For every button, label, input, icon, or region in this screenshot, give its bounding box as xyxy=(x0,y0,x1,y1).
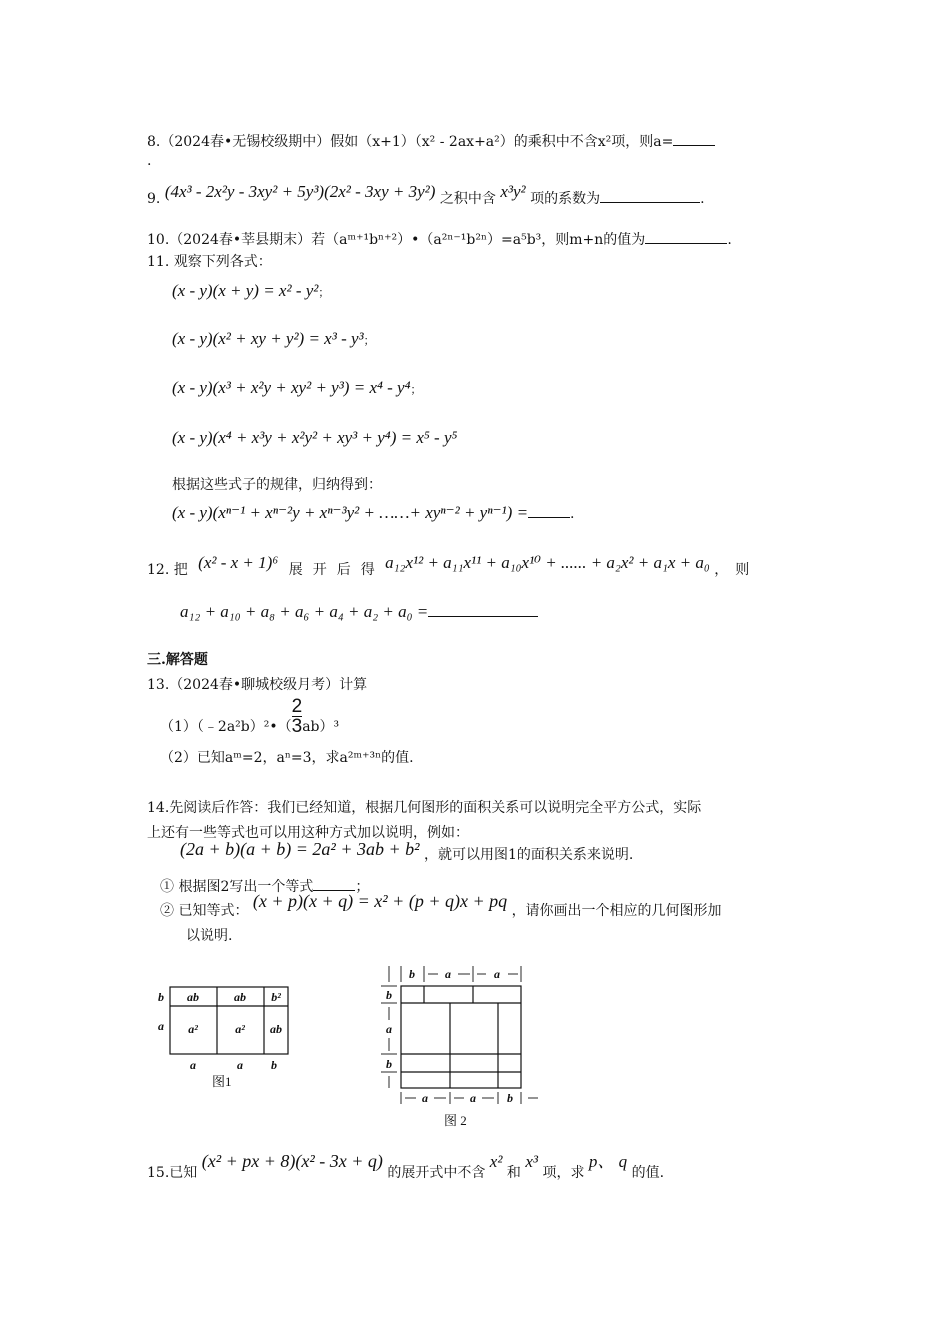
fig1-bottom-label-1: a xyxy=(190,1058,196,1072)
fig2-caption: 图 2 xyxy=(444,1113,467,1128)
q11-semi-3: ； xyxy=(410,383,422,396)
q8-text: （2024春•无锡校级期中）假如（x+1）（x² - 2ax+a²）的乘积中不含x²项，则a= xyxy=(160,134,674,150)
q12-then: ， 则 xyxy=(714,562,750,578)
q14-example xyxy=(180,838,633,865)
q12-word-1: 把 xyxy=(173,562,188,578)
q11-general-expression: (x - y)(xⁿ⁻¹ + xⁿ⁻²y + xⁿ⁻³y² + ……+ xyⁿ⁻² + yⁿ⁻¹) = xyxy=(172,503,529,522)
q11-eq-3: (x - y)(x³ + x²y + xy² + y³) = x⁴ - y⁴ xyxy=(172,378,411,397)
fig2-bottom-label-1: a xyxy=(422,1091,428,1105)
section-3-heading: 三.解答题 xyxy=(147,652,208,668)
q14-line-2: 上还有一些等式也可以用这种方式加以说明，例如： xyxy=(147,825,469,841)
q9-number: 9. xyxy=(147,191,161,207)
q13-part-1 xyxy=(160,697,339,736)
q8-tail: . xyxy=(147,153,152,169)
q11-line-2 xyxy=(172,328,375,350)
q11-end: . xyxy=(570,506,575,522)
fig2-top-label-1: b xyxy=(409,967,415,981)
q12-word-5: 得 xyxy=(360,562,375,578)
q15-expression: (x² + px + 8)(x² - 3x + q) xyxy=(201,1151,383,1171)
question-15 xyxy=(147,1150,664,1183)
fig2-bottom-label-2: a xyxy=(470,1091,476,1105)
q15-a: 的展开式中不含 xyxy=(387,1165,486,1181)
q14-item-2-cont: 以说明. xyxy=(186,928,233,944)
q12-expr-1: (x² - x + 1)⁶ xyxy=(198,553,279,572)
q11-general xyxy=(172,502,575,524)
q11-eq-1: (x - y)(x + y) = x² - y² xyxy=(172,281,319,300)
q12-word-2: 展 xyxy=(288,562,303,578)
fig1-bottom-label-2: a xyxy=(237,1058,243,1072)
fig1-cell-1: ab xyxy=(187,990,199,1004)
q11-line-1 xyxy=(172,280,329,302)
fig2-left-label-2: a xyxy=(386,1022,392,1036)
q12-line-2 xyxy=(180,601,538,623)
q12-word-4: 后 xyxy=(336,562,351,578)
question-8 xyxy=(147,131,715,152)
q11-line-3 xyxy=(172,377,422,399)
fig2-bottom-label-3: b xyxy=(507,1091,513,1105)
q14-item1-end: ； xyxy=(355,879,370,895)
q9-tail: 项的系数为 xyxy=(530,191,601,207)
q9-mid: 之积中含 xyxy=(439,191,496,207)
fig1-left-label-2: a xyxy=(158,1019,164,1033)
q14-eq-1: (2a + b)(a + b) = 2a² + 3ab + b² xyxy=(180,839,420,859)
q11-semi-1: ； xyxy=(318,286,330,299)
question-12 xyxy=(147,552,807,580)
question-9 xyxy=(147,181,705,209)
q12-expr-3: a₁₂ + a₁₀ + a₈ + a₆ + a₄ + a₂ + a₀ = xyxy=(180,602,429,621)
q14-item2-b: ，请你画出一个相应的几何图形加 xyxy=(511,903,722,919)
q12-word-3: 开 xyxy=(312,562,327,578)
q13-p1-a: （1）（﹣2a²b）²•（ xyxy=(160,718,292,735)
q12-expr-2: a₁₂x¹² + a₁₁x¹¹ + a₁₀x¹⁰ + ...... + a₂x² + a₁x + a₀ xyxy=(385,553,710,572)
q12-answer-blank[interactable] xyxy=(428,602,538,617)
q15-number: 15.已知 xyxy=(147,1165,198,1181)
q11-title: 11. 观察下列各式： xyxy=(147,254,272,270)
q15-vars: p、 q xyxy=(588,1152,628,1171)
q15-term-1: x² xyxy=(489,1152,503,1171)
q14-line-1: 14.先阅读后作答：我们已经知道，根据几何图形的面积关系可以说明完全平方公式，实际 xyxy=(147,800,702,816)
q14-eq-2: (x + p)(x + q) = x² + (p + q)x + pq xyxy=(252,891,508,911)
q11-semi-2: ； xyxy=(363,334,375,347)
fig1-bottom-label-3: b xyxy=(271,1058,277,1072)
q14-item-2 xyxy=(160,890,722,921)
q13-p1-b: ab）³ xyxy=(302,718,340,735)
q10-end: . xyxy=(727,232,732,248)
fig1-cell-3: b² xyxy=(271,990,281,1004)
q13-title: 13.（2024春•聊城校级月考）计算 xyxy=(147,677,368,693)
q15-term-2: x³ xyxy=(525,1152,539,1171)
question-10 xyxy=(147,229,732,250)
q9-end: . xyxy=(700,191,705,207)
q14-eq1-tail: ，就可以用图1的面积关系来说明. xyxy=(423,847,634,863)
q11-conclusion: 根据这些式子的规律，归纳得到： xyxy=(172,477,382,493)
q13-frac-den: 3 xyxy=(291,716,303,737)
q14-item2-a: ② 已知等式： xyxy=(160,903,249,919)
fig1-cell-4: a² xyxy=(188,1022,198,1036)
q13-frac-num: 2 xyxy=(291,696,303,717)
q9-answer-blank[interactable] xyxy=(600,188,700,203)
q11-line-4 xyxy=(172,427,457,449)
q14-item1-text: ① 根据图2写出一个等式 xyxy=(160,879,314,895)
q10-text: 10.（2024春•莘县期末）若（aᵐ⁺¹bⁿ⁺²）•（a²ⁿ⁻¹b²ⁿ）=a⁵b³，则m+n的值为 xyxy=(147,232,646,248)
figure-1 xyxy=(150,980,300,1090)
q9-expression: (4x³ - 2x²y - 3xy² + 5y³)(2x² - 3xy + 3y²) xyxy=(164,182,436,201)
figure-2 xyxy=(378,962,553,1137)
fig2-top-label-2: a xyxy=(445,967,451,981)
q13-fraction xyxy=(292,697,303,736)
fig1-cell-2: ab xyxy=(234,990,246,1004)
q8-answer-blank[interactable] xyxy=(673,131,715,146)
q12-number: 12. xyxy=(147,562,170,578)
q11-eq-2: (x - y)(x² + xy + y²) = x³ - y³ xyxy=(172,329,364,348)
q15-b: 项，求 xyxy=(542,1165,585,1181)
fig2-left-label-1: b xyxy=(386,988,392,1002)
q13-part-2: （2）已知aᵐ=2，aⁿ=3，求a²ᵐ⁺³ⁿ的值. xyxy=(160,750,414,766)
fig2-outer xyxy=(401,986,521,1088)
q10-answer-blank[interactable] xyxy=(645,229,727,244)
fig1-cell-5: a² xyxy=(235,1022,245,1036)
fig2-top-label-3: a xyxy=(494,967,500,981)
q14-answer-blank[interactable] xyxy=(313,876,355,891)
fig2-left-label-3: b xyxy=(386,1057,392,1071)
fig1-left-label-1: b xyxy=(158,990,164,1004)
fig1-cell-6: ab xyxy=(270,1022,282,1036)
q8-number: 8. xyxy=(147,134,161,150)
q9-term: x³y² xyxy=(500,182,526,201)
q11-eq-4: (x - y)(x⁴ + x³y + x²y² + xy³ + y⁴) = x⁵ - y⁵ xyxy=(172,428,458,447)
q15-and: 和 xyxy=(506,1165,521,1181)
q11-answer-blank[interactable] xyxy=(528,503,570,518)
q15-c: 的值. xyxy=(631,1165,665,1181)
fig1-caption: 图1 xyxy=(212,1074,232,1089)
